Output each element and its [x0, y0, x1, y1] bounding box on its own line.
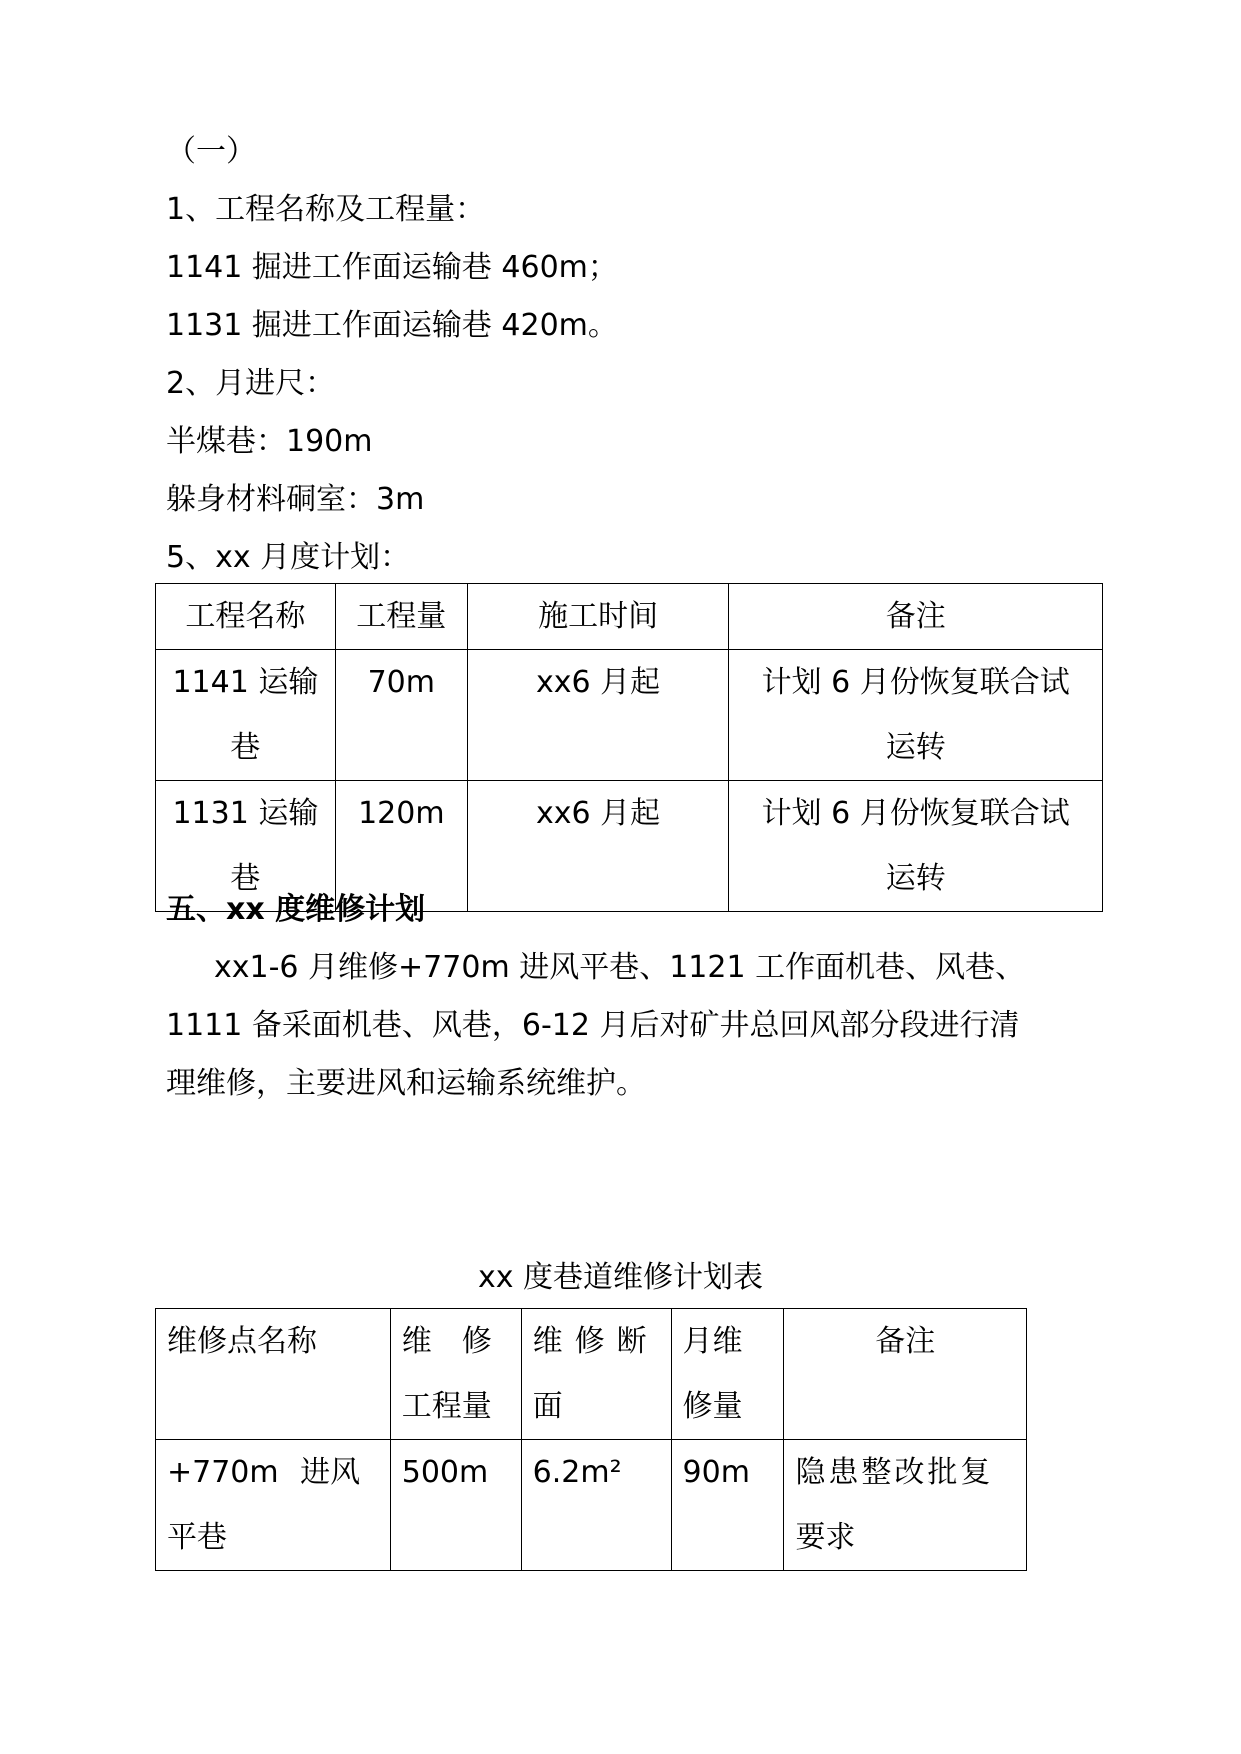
item1-line2: 1131 掘进工作面运输巷 420m。 [166, 308, 618, 343]
item1-line1: 1141 掘进工作面运输巷 460m； [166, 250, 618, 285]
cell-text-line: 巷 [230, 861, 261, 896]
table-row [156, 1440, 1027, 1571]
header-cell-repair-amount [390, 1309, 521, 1440]
cell-text-line: 运转 [885, 730, 946, 765]
section-heading-one: （一） [166, 134, 256, 169]
monthly-plan-table [155, 583, 1103, 912]
cell-text-line: 巷 [230, 730, 261, 765]
item2-line2: 躲身材料硐室：3m [166, 482, 425, 517]
cell-text-line: 工程量 [401, 1389, 492, 1424]
header-cell-time: 施工时间 [467, 584, 729, 650]
table-cell-monthly-amount: 90m [671, 1440, 784, 1571]
header-cell-note: 备注 [784, 1309, 1027, 1440]
cell-text-line: 面 [532, 1389, 563, 1424]
cell-text-line: +770m 进风 [167, 1455, 361, 1490]
table-header-row [156, 584, 1103, 650]
table-cell-point-name [156, 1440, 391, 1571]
table-caption: xx 度巷道维修计划表 [477, 1260, 764, 1295]
header-cell-amount: 工程量 [335, 584, 467, 650]
header-cell-monthly-amount [671, 1309, 784, 1440]
table-row [156, 650, 1103, 781]
paragraph-line: 理维修，主要进风和运输系统维护。 [166, 1066, 646, 1101]
table-cell-amount: 120m [335, 781, 467, 912]
header-cell-repair-section [521, 1309, 671, 1440]
cell-text-line: 隐患整改批复 [795, 1455, 994, 1490]
table-cell-repair-section: 6.2m² [521, 1440, 671, 1571]
table-cell-repair-amount: 500m [390, 1440, 521, 1571]
cell-text-line: 要求 [795, 1520, 856, 1555]
table-cell-time: xx6 月起 [467, 650, 729, 781]
item2-line1: 半煤巷：190m [166, 424, 373, 459]
section-heading-five: 五、xx 度维修计划 [166, 892, 426, 927]
cell-text-line: 1131 运输 [172, 796, 319, 831]
table-cell-note [729, 781, 1103, 912]
cell-text-line: 维修断 [532, 1324, 659, 1359]
cell-text-line: 修量 [682, 1389, 743, 1424]
table-cell-time: xx6 月起 [467, 781, 729, 912]
cell-text-line: 运转 [885, 861, 946, 896]
table-cell-note [784, 1440, 1027, 1571]
paragraph-line: xx1-6 月维修+770m 进风平巷、1121 工作面机巷、风巷、 [214, 950, 1026, 985]
item5-title: 5、xx 月度计划： [166, 540, 411, 575]
cell-text-line: 计划 6 月份恢复联合试 [761, 665, 1070, 700]
header-cell-name: 工程名称 [156, 584, 336, 650]
repair-plan-table [155, 1308, 1027, 1571]
table-cell-note [729, 650, 1103, 781]
header-cell-note: 备注 [729, 584, 1103, 650]
item1-title: 1、工程名称及工程量： [166, 192, 486, 227]
cell-text-line: 维 修 [401, 1324, 492, 1359]
item2-title: 2、月进尺： [166, 366, 336, 401]
table-header-row [156, 1309, 1027, 1440]
header-cell-point-name: 维修点名称 [156, 1309, 391, 1440]
cell-text-line: 1141 运输 [172, 665, 319, 700]
table-cell-amount: 70m [335, 650, 467, 781]
cell-text-line: 平巷 [167, 1520, 227, 1555]
cell-text-line: 月维 [682, 1324, 743, 1359]
table-cell-name [156, 650, 336, 781]
paragraph-line: 1111 备采面机巷、风巷，6-12 月后对矿井总回风部分段进行清 [166, 1008, 1020, 1043]
cell-text-line: 计划 6 月份恢复联合试 [761, 796, 1070, 831]
